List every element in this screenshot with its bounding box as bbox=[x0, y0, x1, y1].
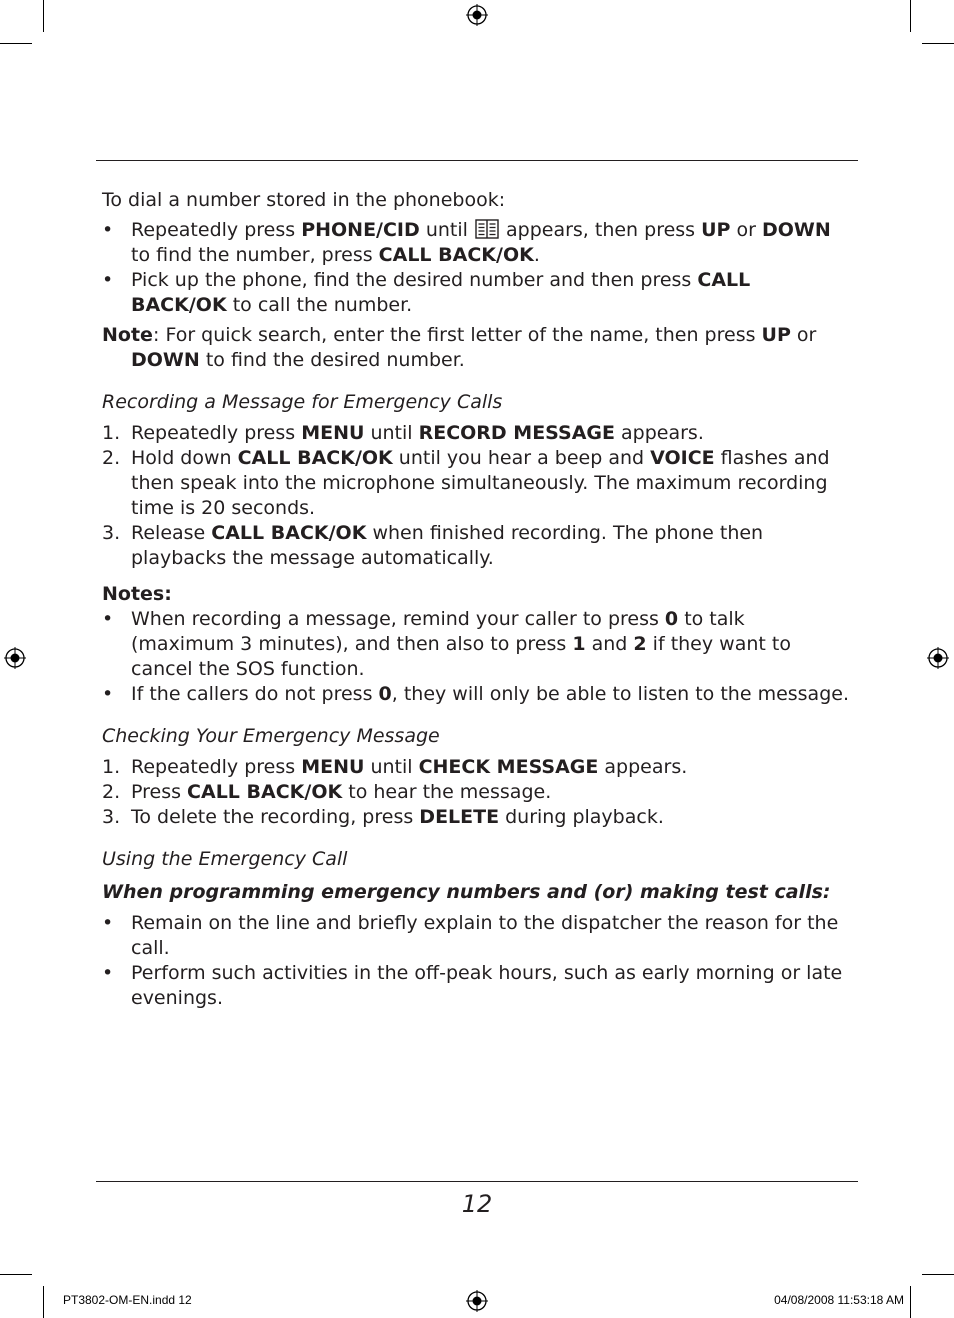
text-run: Repeatedly press bbox=[131, 756, 302, 778]
key-name: CALL BACK/OK bbox=[187, 781, 343, 803]
list-item bbox=[102, 446, 852, 521]
key-name: DOWN bbox=[762, 219, 831, 241]
note-text bbox=[131, 324, 816, 371]
text-run: until bbox=[364, 422, 419, 444]
list-item bbox=[102, 218, 852, 268]
crop-mark bbox=[0, 43, 32, 44]
list-marker: • bbox=[102, 912, 114, 934]
footer-rule bbox=[96, 1181, 858, 1182]
text-run: or bbox=[790, 324, 817, 346]
crop-mark bbox=[43, 1286, 44, 1318]
text-run: during playback. bbox=[499, 806, 664, 828]
list-item-text bbox=[131, 683, 849, 705]
crop-mark bbox=[922, 1274, 954, 1275]
recording-steps bbox=[102, 421, 852, 571]
checking-steps bbox=[102, 755, 852, 830]
text-run: If the callers do not press bbox=[131, 683, 379, 705]
section-subheading-programming: When programming emergency numbers and (or) making test calls: bbox=[102, 881, 831, 903]
text-run: until bbox=[364, 756, 419, 778]
page-number: 12 bbox=[461, 1190, 493, 1218]
key-name: UP bbox=[761, 324, 791, 346]
list-item-text bbox=[131, 219, 831, 266]
list-item-text bbox=[131, 269, 750, 316]
dial-list bbox=[102, 218, 852, 318]
key-name: MENU bbox=[301, 756, 365, 778]
text-run: until bbox=[419, 219, 474, 241]
text-run: to find the number, press bbox=[131, 244, 379, 266]
key-name: 0 bbox=[664, 608, 679, 630]
crop-mark bbox=[43, 0, 44, 32]
list-marker: • bbox=[102, 608, 114, 630]
list-item bbox=[102, 268, 852, 318]
list-marker: 2. bbox=[102, 447, 121, 469]
list-marker: 3. bbox=[102, 522, 121, 544]
note-label: Note bbox=[102, 324, 153, 346]
list-marker: • bbox=[102, 962, 114, 984]
list-marker: • bbox=[102, 269, 114, 291]
list-marker: • bbox=[102, 683, 114, 705]
list-item bbox=[102, 521, 852, 571]
text-run: if they want to cancel the SOS function. bbox=[131, 633, 791, 680]
list-item bbox=[102, 805, 852, 830]
text-run: to find the desired number. bbox=[199, 349, 465, 371]
text-run: or bbox=[730, 219, 762, 241]
key-name: CALL BACK/OK bbox=[131, 269, 751, 316]
list-item-text bbox=[131, 806, 664, 828]
list-item-text bbox=[131, 608, 791, 680]
text-run: , they will only be able to listen to the message. bbox=[391, 683, 849, 705]
key-name: PHONE/CID bbox=[301, 219, 420, 241]
text-run: and bbox=[585, 633, 634, 655]
notes-heading: Notes: bbox=[102, 583, 172, 605]
text-run: flashes and then speak into the microphone simultaneously. The maximum recording time is 20 seconds. bbox=[131, 447, 830, 519]
list-item-text bbox=[131, 962, 842, 1009]
text-run: to talk (maximum 3 minutes), and then also to press bbox=[131, 608, 745, 655]
text-run: to call the number. bbox=[226, 294, 413, 316]
list-marker: 2. bbox=[102, 781, 121, 803]
list-item-text bbox=[131, 447, 830, 519]
registration-mark-icon bbox=[927, 647, 949, 669]
list-marker: 1. bbox=[102, 422, 121, 444]
list-item-text bbox=[131, 912, 838, 959]
crop-mark bbox=[0, 1274, 32, 1275]
key-name: 0 bbox=[378, 683, 392, 705]
list-item bbox=[102, 421, 852, 446]
text-run: appears. bbox=[598, 756, 688, 778]
crop-mark bbox=[910, 0, 911, 32]
key-name: CALL BACK/OK bbox=[378, 244, 534, 266]
key-name: CALL BACK/OK bbox=[211, 522, 367, 544]
list-item-text bbox=[131, 781, 551, 803]
phonebook-icon bbox=[475, 219, 499, 239]
list-marker: 3. bbox=[102, 806, 121, 828]
key-name: CALL BACK/OK bbox=[237, 447, 393, 469]
note-paragraph bbox=[102, 323, 852, 373]
text-run: Release bbox=[131, 522, 212, 544]
list-marker: • bbox=[102, 219, 114, 241]
key-name: DELETE bbox=[419, 806, 500, 828]
text-run: Pick up the phone, find the desired number and then press bbox=[131, 269, 698, 291]
list-item bbox=[102, 961, 852, 1011]
list-item-text bbox=[131, 756, 687, 778]
list-item bbox=[102, 607, 852, 682]
text-run: Remain on the line and briefly explain to the dispatcher the reason for the call. bbox=[131, 912, 839, 959]
key-name: RECORD MESSAGE bbox=[418, 422, 615, 444]
list-marker: 1. bbox=[102, 756, 121, 778]
intro-text: To dial a number stored in the phonebook: bbox=[102, 189, 506, 211]
slug-timestamp: 04/08/2008 11:53:18 AM bbox=[774, 1293, 904, 1307]
text-run: appears, then press bbox=[499, 219, 702, 241]
section-heading-using: Using the Emergency Call bbox=[102, 848, 348, 870]
page-content bbox=[102, 188, 852, 1011]
text-run: Hold down bbox=[131, 447, 238, 469]
emergency-call-tips bbox=[102, 911, 852, 1011]
crop-mark bbox=[910, 1286, 911, 1318]
key-name: MENU bbox=[301, 422, 365, 444]
notes-list bbox=[102, 607, 852, 707]
section-heading-checking: Checking Your Emergency Message bbox=[102, 725, 440, 747]
text-run: . bbox=[533, 244, 540, 266]
registration-mark-icon bbox=[466, 4, 488, 26]
section-heading-recording: Recording a Message for Emergency Calls bbox=[102, 391, 503, 413]
key-name: 1 bbox=[572, 633, 586, 655]
list-item bbox=[102, 682, 852, 707]
text-run: : For quick search, enter the first letter of the name, then press bbox=[153, 324, 762, 346]
text-run: until you hear a beep and bbox=[392, 447, 651, 469]
crop-mark bbox=[922, 43, 954, 44]
list-item-text bbox=[131, 422, 704, 444]
text-run: To delete the recording, press bbox=[131, 806, 420, 828]
key-name: VOICE bbox=[650, 447, 715, 469]
text-run: Repeatedly press bbox=[131, 422, 302, 444]
text-run: Perform such activities in the off-peak hours, such as early morning or late evenings. bbox=[131, 962, 843, 1009]
text-run: When recording a message, remind your caller to press bbox=[131, 608, 665, 630]
registration-mark-icon bbox=[466, 1290, 488, 1312]
list-item bbox=[102, 780, 852, 805]
key-name: UP bbox=[701, 219, 731, 241]
text-run: Repeatedly press bbox=[131, 219, 302, 241]
registration-mark-icon bbox=[4, 647, 26, 669]
list-item bbox=[102, 755, 852, 780]
text-run: Press bbox=[131, 781, 188, 803]
key-name: CHECK MESSAGE bbox=[418, 756, 599, 778]
text-run: when finished recording. The phone then playbacks the message automatically. bbox=[131, 522, 764, 569]
header-rule bbox=[96, 160, 858, 161]
list-item-text bbox=[131, 522, 763, 569]
text-run: to hear the message. bbox=[342, 781, 552, 803]
list-item bbox=[102, 911, 852, 961]
key-name: 2 bbox=[633, 633, 647, 655]
slug-file-info: PT3802-OM-EN.indd 12 bbox=[63, 1293, 192, 1307]
key-name: DOWN bbox=[131, 349, 200, 371]
text-run: appears. bbox=[614, 422, 704, 444]
